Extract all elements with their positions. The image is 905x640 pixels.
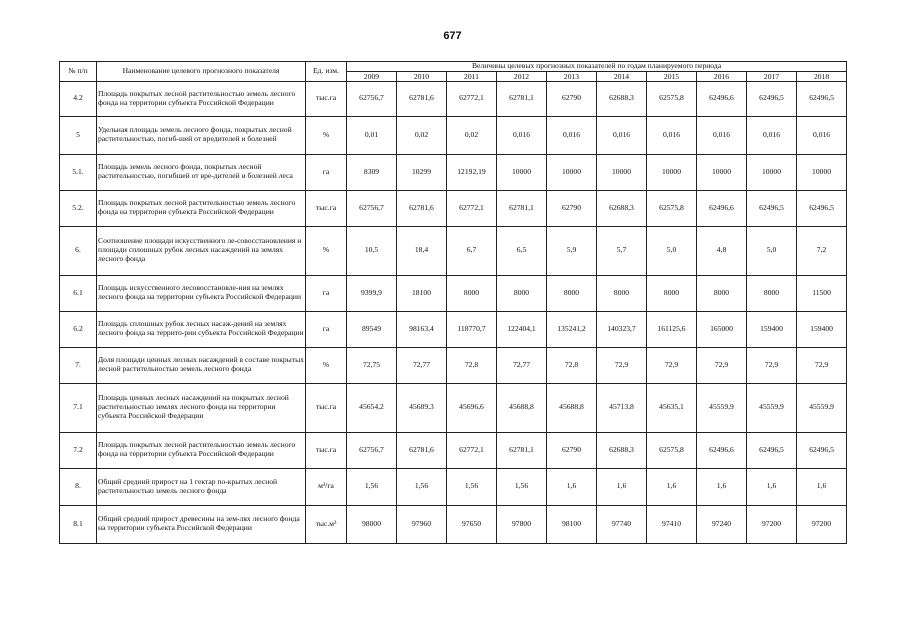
value-cell: 0,016: [597, 116, 647, 154]
value-cell: 72,75: [347, 347, 397, 383]
value-cell: 62790: [547, 432, 597, 468]
value-cell: 62496,5: [797, 190, 847, 226]
value-cell: 45559,9: [797, 383, 847, 432]
value-cell: 161125,6: [647, 311, 697, 347]
value-cell: 8000: [747, 275, 797, 311]
unit-cell: %: [306, 347, 347, 383]
value-cell: 8000: [597, 275, 647, 311]
value-cell: 10000: [547, 154, 597, 190]
value-cell: 10000: [647, 154, 697, 190]
value-cell: 8000: [647, 275, 697, 311]
value-cell: 62781,6: [397, 81, 447, 116]
value-cell: 45688,8: [497, 383, 547, 432]
value-cell: 97960: [397, 505, 447, 543]
header-unit: Ед. изм.: [306, 62, 347, 82]
header-year: 2010: [397, 71, 447, 81]
header-year: 2017: [747, 71, 797, 81]
value-cell: 8000: [497, 275, 547, 311]
unit-cell: га: [306, 311, 347, 347]
table-row: [60, 275, 847, 311]
value-cell: 72,9: [647, 347, 697, 383]
value-cell: 165000: [697, 311, 747, 347]
value-cell: 6,7: [447, 226, 497, 275]
value-cell: 72,8: [447, 347, 497, 383]
value-cell: 18100: [397, 275, 447, 311]
indicators-table: [59, 61, 847, 544]
header-year: 2013: [547, 71, 597, 81]
value-cell: 5,9: [547, 226, 597, 275]
value-cell: 10000: [697, 154, 747, 190]
value-cell: 62772,1: [447, 432, 497, 468]
value-cell: 89549: [347, 311, 397, 347]
table-row: [60, 226, 847, 275]
value-cell: 72,77: [397, 347, 447, 383]
table-row: [60, 432, 847, 468]
value-cell: 10000: [747, 154, 797, 190]
value-cell: 1,6: [597, 468, 647, 505]
indicator-name: Площадь ценных лесных насаждений на покрытых лесной растительностью землях лесного фонда на территории субъекта Российской Федерации: [97, 383, 306, 432]
value-cell: 62575,8: [647, 190, 697, 226]
value-cell: 62772,1: [447, 81, 497, 116]
value-cell: 62496,5: [797, 432, 847, 468]
table-body: [60, 81, 847, 543]
value-cell: 62781,1: [497, 432, 547, 468]
row-number: 7.: [60, 347, 97, 383]
table-row: [60, 468, 847, 505]
row-number: 5.1.: [60, 154, 97, 190]
value-cell: 45713,8: [597, 383, 647, 432]
value-cell: 5,0: [647, 226, 697, 275]
value-cell: 9399,9: [347, 275, 397, 311]
value-cell: 10000: [797, 154, 847, 190]
value-cell: 62790: [547, 81, 597, 116]
value-cell: 5,7: [597, 226, 647, 275]
value-cell: 97410: [647, 505, 697, 543]
value-cell: 0,016: [497, 116, 547, 154]
value-cell: 62756,7: [347, 81, 397, 116]
unit-cell: %: [306, 226, 347, 275]
value-cell: 118770,7: [447, 311, 497, 347]
value-cell: 62496,5: [797, 81, 847, 116]
indicator-name: Площадь земель лесного фонда, покрытых лесной растительностью, погибшей от вре-дителей и болезней леса: [97, 154, 306, 190]
header-name: Наименование целевого прогнозного показателя: [97, 62, 306, 82]
value-cell: 62688,3: [597, 81, 647, 116]
value-cell: 0,016: [647, 116, 697, 154]
value-cell: 45689,3: [397, 383, 447, 432]
value-cell: 62496,5: [747, 81, 797, 116]
value-cell: 62756,7: [347, 432, 397, 468]
value-cell: 98000: [347, 505, 397, 543]
value-cell: 122404,1: [497, 311, 547, 347]
header-year: 2011: [447, 71, 497, 81]
value-cell: 140323,7: [597, 311, 647, 347]
table-row: [60, 154, 847, 190]
value-cell: 62688,3: [597, 190, 647, 226]
value-cell: 0,016: [797, 116, 847, 154]
value-cell: 1,6: [747, 468, 797, 505]
value-cell: 62790: [547, 190, 597, 226]
value-cell: 62496,6: [697, 81, 747, 116]
value-cell: 72,9: [797, 347, 847, 383]
value-cell: 10299: [397, 154, 447, 190]
row-number: 6.1: [60, 275, 97, 311]
value-cell: 10000: [497, 154, 547, 190]
table-row: [60, 81, 847, 116]
value-cell: 159400: [747, 311, 797, 347]
unit-cell: тыс.м³: [306, 505, 347, 543]
value-cell: 72,8: [547, 347, 597, 383]
value-cell: 10000: [597, 154, 647, 190]
header-year: 2012: [497, 71, 547, 81]
indicator-name: Общий средний прирост на 1 гектар по-крытых лесной растительностью земель лесного фонда: [97, 468, 306, 505]
value-cell: 45688,8: [547, 383, 597, 432]
header-year: 2015: [647, 71, 697, 81]
value-cell: 62756,7: [347, 190, 397, 226]
value-cell: 72,77: [497, 347, 547, 383]
value-cell: 97650: [447, 505, 497, 543]
unit-cell: %: [306, 116, 347, 154]
unit-cell: тыс.га: [306, 190, 347, 226]
value-cell: 97200: [747, 505, 797, 543]
indicator-name: Общий средний прирост древесины на зем-лях лесного фонда на территории субъекта Российской Федерации: [97, 505, 306, 543]
value-cell: 62781,1: [497, 81, 547, 116]
value-cell: 62575,8: [647, 432, 697, 468]
unit-cell: тыс.га: [306, 432, 347, 468]
value-cell: 98100: [547, 505, 597, 543]
header-years-label: Величины целевых прогнозных показателей по годам планируемого периода: [347, 62, 847, 72]
value-cell: 62496,5: [747, 190, 797, 226]
value-cell: 8000: [547, 275, 597, 311]
row-number: 6.2: [60, 311, 97, 347]
indicator-name: Удельная площадь земель лесного фонда, покрытых лесной растительностью, погиб-шей от вредителей и болезней: [97, 116, 306, 154]
value-cell: 1,6: [547, 468, 597, 505]
value-cell: 62781,6: [397, 432, 447, 468]
value-cell: 0,02: [397, 116, 447, 154]
page-number: 677: [443, 30, 462, 42]
indicator-name: Площадь покрытых лесной растительностью земель лесного фонда на территории субъекта Российской Федерации: [97, 81, 306, 116]
row-number: 8.: [60, 468, 97, 505]
indicator-name: Площадь сплошных рубок лесных насаж-дений на землях лесного фонда на террито-рии субъекта Российской Федерации: [97, 311, 306, 347]
row-number: 6.: [60, 226, 97, 275]
indicator-name: Площадь покрытых лесной растительностью земель лесного фонда на территории субъекта Российской Федерации: [97, 190, 306, 226]
row-number: 7.1: [60, 383, 97, 432]
header-year: 2016: [697, 71, 747, 81]
value-cell: 45696,6: [447, 383, 497, 432]
value-cell: 62496,6: [697, 190, 747, 226]
indicator-name: Площадь искусственного лесовосстановле-ния на землях лесного фонда на территории субъекта Российской Федерации: [97, 275, 306, 311]
unit-cell: га: [306, 275, 347, 311]
value-cell: 98163,4: [397, 311, 447, 347]
row-number: 8.1: [60, 505, 97, 543]
table-row: [60, 116, 847, 154]
value-cell: 11500: [797, 275, 847, 311]
indicator-name: Площадь покрытых лесной растительностью земель лесного фонда на территории субъекта Российской Федерации: [97, 432, 306, 468]
value-cell: 62781,1: [497, 190, 547, 226]
table-row: [60, 505, 847, 543]
value-cell: 72,9: [747, 347, 797, 383]
unit-cell: тыс.га: [306, 383, 347, 432]
value-cell: 0,016: [747, 116, 797, 154]
value-cell: 0,02: [447, 116, 497, 154]
value-cell: 12192,19: [447, 154, 497, 190]
value-cell: 1,56: [347, 468, 397, 505]
unit-cell: м³/га: [306, 468, 347, 505]
value-cell: 7,2: [797, 226, 847, 275]
header-year: 2014: [597, 71, 647, 81]
table-row: [60, 383, 847, 432]
value-cell: 45559,9: [747, 383, 797, 432]
value-cell: 45559,9: [697, 383, 747, 432]
table-row: [60, 311, 847, 347]
value-cell: 4,8: [697, 226, 747, 275]
value-cell: 72,9: [597, 347, 647, 383]
value-cell: 8309: [347, 154, 397, 190]
row-number: 7.2: [60, 432, 97, 468]
value-cell: 97740: [597, 505, 647, 543]
value-cell: 45654,2: [347, 383, 397, 432]
value-cell: 1,56: [397, 468, 447, 505]
row-number: 4.2: [60, 81, 97, 116]
value-cell: 6,5: [497, 226, 547, 275]
value-cell: 1,6: [647, 468, 697, 505]
value-cell: 10,5: [347, 226, 397, 275]
value-cell: 72,9: [697, 347, 747, 383]
value-cell: 1,56: [497, 468, 547, 505]
value-cell: 62496,6: [697, 432, 747, 468]
value-cell: 62688,3: [597, 432, 647, 468]
row-number: 5.2.: [60, 190, 97, 226]
value-cell: 159400: [797, 311, 847, 347]
value-cell: 1,6: [797, 468, 847, 505]
value-cell: 62772,1: [447, 190, 497, 226]
value-cell: 97800: [497, 505, 547, 543]
header-year: 2009: [347, 71, 397, 81]
value-cell: 18,4: [397, 226, 447, 275]
table-row: [60, 347, 847, 383]
unit-cell: тыс.га: [306, 81, 347, 116]
row-number: 5: [60, 116, 97, 154]
indicator-name: Соотношение площади искусственного ле-совосстановления и площади сплошных рубок лесных насаждений на землях лесного фонда: [97, 226, 306, 275]
value-cell: 62496,5: [747, 432, 797, 468]
value-cell: 0,016: [547, 116, 597, 154]
value-cell: 62575,8: [647, 81, 697, 116]
value-cell: 97240: [697, 505, 747, 543]
value-cell: 0,01: [347, 116, 397, 154]
indicator-name: Доля площади ценных лесных насаждений в составе покрытых лесной растительностью земель лесного фонда: [97, 347, 306, 383]
value-cell: 5,0: [747, 226, 797, 275]
header-num: № п/п: [60, 62, 97, 82]
value-cell: 0,016: [697, 116, 747, 154]
unit-cell: га: [306, 154, 347, 190]
value-cell: 1,6: [697, 468, 747, 505]
value-cell: 1,56: [447, 468, 497, 505]
header-year: 2018: [797, 71, 847, 81]
value-cell: 62781,6: [397, 190, 447, 226]
value-cell: 97200: [797, 505, 847, 543]
value-cell: 8000: [447, 275, 497, 311]
value-cell: 135241,2: [547, 311, 597, 347]
value-cell: 8000: [697, 275, 747, 311]
value-cell: 45635,1: [647, 383, 697, 432]
table-row: [60, 190, 847, 226]
